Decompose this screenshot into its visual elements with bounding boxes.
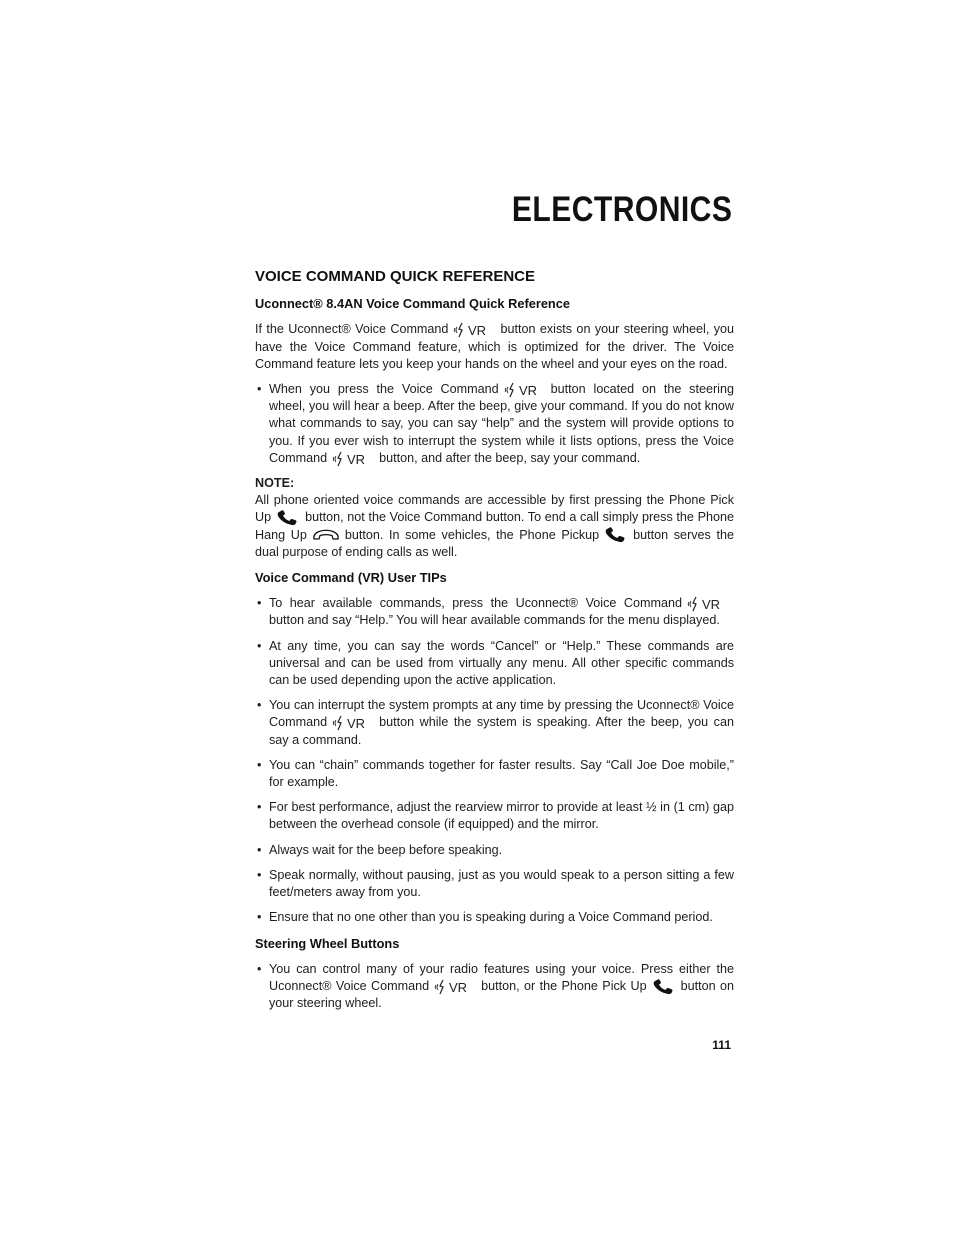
- voice-command-bullets: [255, 381, 734, 467]
- section-subtitle: Uconnect® 8.4AN Voice Command Quick Reference: [255, 296, 570, 312]
- tip2-text: At any time, you can say the words “Cancel” or “Help.” These commands are universal and can be used from virtually any menu. All other specific commands can be used depending upon the active application.: [269, 638, 734, 688]
- voice-command-icon: [433, 979, 477, 995]
- tips-list: [255, 595, 734, 926]
- voice-command-icon: [331, 715, 375, 731]
- page-content: [255, 268, 734, 1020]
- vr-label: VR: [347, 451, 366, 467]
- voice-command-icon: [452, 322, 496, 338]
- list-item: [255, 867, 734, 901]
- intro-paragraph: [255, 321, 734, 373]
- phone-pickup-icon: [603, 527, 629, 543]
- note-text-2: button, not the Voice Command button. To end a call simply press the Phone Hang Up: [255, 510, 734, 542]
- note-paragraph: [255, 492, 734, 561]
- list-item: [255, 757, 734, 791]
- bullet1-text-1: When you press the Voice Command: [269, 382, 499, 397]
- steering-text-2: button, or the Phone Pick Up: [481, 978, 647, 993]
- intro-text-1: If the Uconnect® Voice Command: [255, 322, 449, 337]
- note-text-4: button serves the dual purpose of ending calls as well.: [255, 527, 734, 559]
- tip3-text-2: button while the system is speaking. After the beep, you can say a command.: [269, 715, 734, 747]
- vr-label: VR: [347, 716, 366, 732]
- note-label: NOTE:: [255, 476, 295, 491]
- list-item: [255, 638, 734, 690]
- voice-command-icon: [331, 451, 375, 467]
- intro-text-2: button exists on your steering wheel, you have the Voice Command feature, which is optimized for the driver. The Voice Command feature lets you keep your hands on the wheel and your eyes on the road.: [255, 322, 735, 371]
- note-text-1: All phone oriented voice commands are accessible by first pressing the Phone Pick Up: [255, 493, 734, 525]
- list-item: [255, 595, 734, 629]
- tip7-text: Speak normally, without pausing, just as you would speak to a person sitting a few feet/meters away from you.: [269, 867, 734, 900]
- vr-label: VR: [702, 596, 721, 612]
- phone-hangup-icon: [311, 527, 341, 543]
- list-item: [255, 697, 734, 749]
- page-number: 111: [712, 1038, 731, 1052]
- tip5-text: For best performance, adjust the rearview mirror to provide at least ½ in (1 cm) gap between the overhead console (if equipped) and the mirror.: [269, 800, 734, 832]
- note-text-3: button. In some vehicles, the Phone Pickup: [344, 527, 600, 542]
- vr-label: VR: [518, 382, 537, 398]
- tip4-text: You can “chain” commands together for faster results. Say “Call Joe Doe mobile,” for example.: [269, 757, 734, 790]
- steering-text-3: button on your steering wheel.: [269, 978, 734, 1011]
- bullet1-text-3: button, and after the beep, say your command.: [379, 450, 641, 465]
- tip8-text: Ensure that no one other than you is speaking during a Voice Command period.: [269, 910, 713, 925]
- list-item: [255, 381, 734, 467]
- chapter-title: ELECTRONICS: [511, 190, 732, 229]
- list-item: [255, 961, 734, 1013]
- steering-text-1: You can control many of your radio features using your voice. Press either the Uconnect® Voice Command: [269, 961, 734, 993]
- voice-command-icon: [503, 382, 547, 398]
- list-item: [255, 842, 734, 859]
- section-title: VOICE COMMAND QUICK REFERENCE: [255, 268, 536, 285]
- vr-label: VR: [449, 979, 468, 995]
- voice-command-icon: [686, 596, 730, 612]
- list-item: [255, 799, 734, 833]
- phone-pickup-icon: [651, 979, 677, 995]
- tip1-text-2: button and say “Help.” You will hear available commands for the menu displayed.: [269, 613, 720, 628]
- bullet1-text-2: button located on the steering wheel, you will hear a beep. After the beep, give your command. If you do not know what commands to say, you can say “help” and the system will provide options to you. If you ever wish to interrupt the system while it lists options, press the Voice Command: [269, 382, 734, 465]
- steering-heading: Steering Wheel Buttons: [255, 935, 400, 951]
- tip3-text-1: You can interrupt the system prompts at any time by pressing the Uconnect® Voice Command: [269, 698, 734, 730]
- tips-heading: Voice Command (VR) User TIPs: [255, 570, 447, 586]
- list-item: [255, 909, 734, 926]
- vr-label: VR: [468, 323, 487, 339]
- tip1-text-1: To hear available commands, press the Uconnect® Voice Command: [269, 596, 682, 611]
- tip6-text: Always wait for the beep before speaking.: [269, 842, 503, 857]
- steering-list: [255, 961, 734, 1013]
- phone-pickup-icon: [275, 510, 301, 526]
